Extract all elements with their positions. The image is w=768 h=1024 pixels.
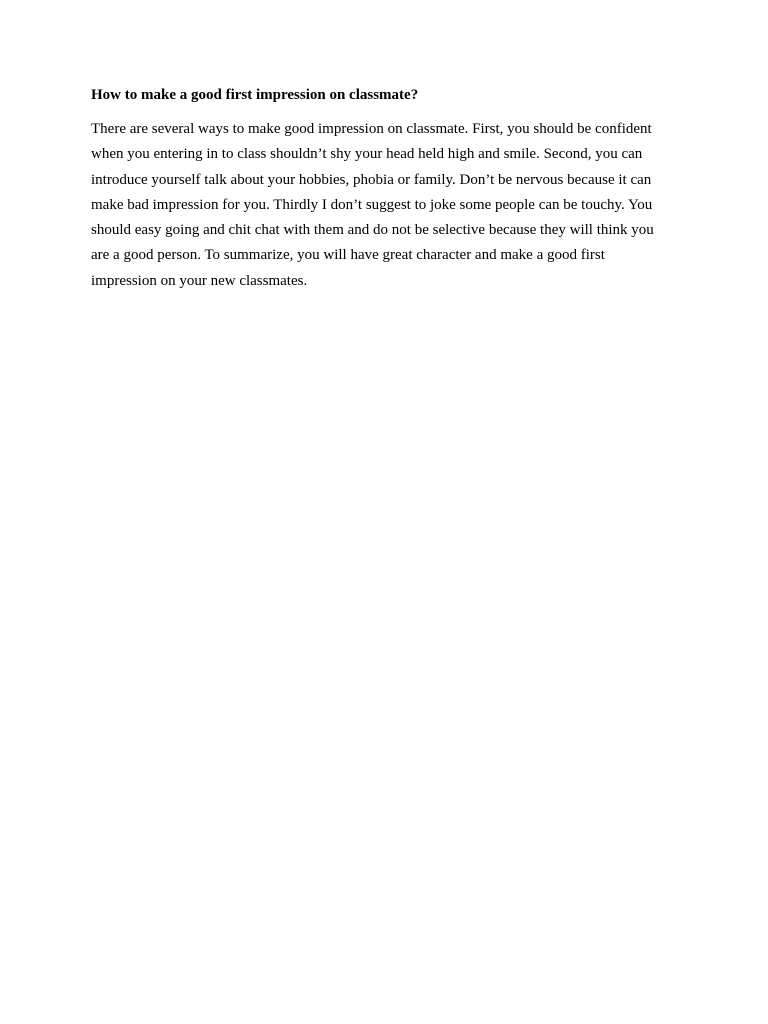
paragraph-line: should easy going and chit chat with them and do not be selective because they will think you <box>91 222 654 239</box>
paragraph-line: There are several ways to make good impression on classmate. First, you should be confident <box>91 121 652 137</box>
document-title: How to make a good first impression on classmate? <box>91 87 419 103</box>
document-paragraph <box>91 119 691 296</box>
paragraph-line: impression on your new classmates. <box>91 272 308 289</box>
paragraph-line: make bad impression for you. Thirdly I don’t suggest to joke some people can be touchy. You <box>91 196 653 213</box>
paragraph-line: when you entering in to class shouldn’t shy your head held high and smile. Second, you can <box>91 146 643 163</box>
paragraph-line: introduce yourself talk about your hobbies, phobia or family. Don’t be nervous because it can <box>91 171 652 188</box>
paragraph-line: are a good person. To summarize, you will have great character and make a good first <box>91 247 605 264</box>
